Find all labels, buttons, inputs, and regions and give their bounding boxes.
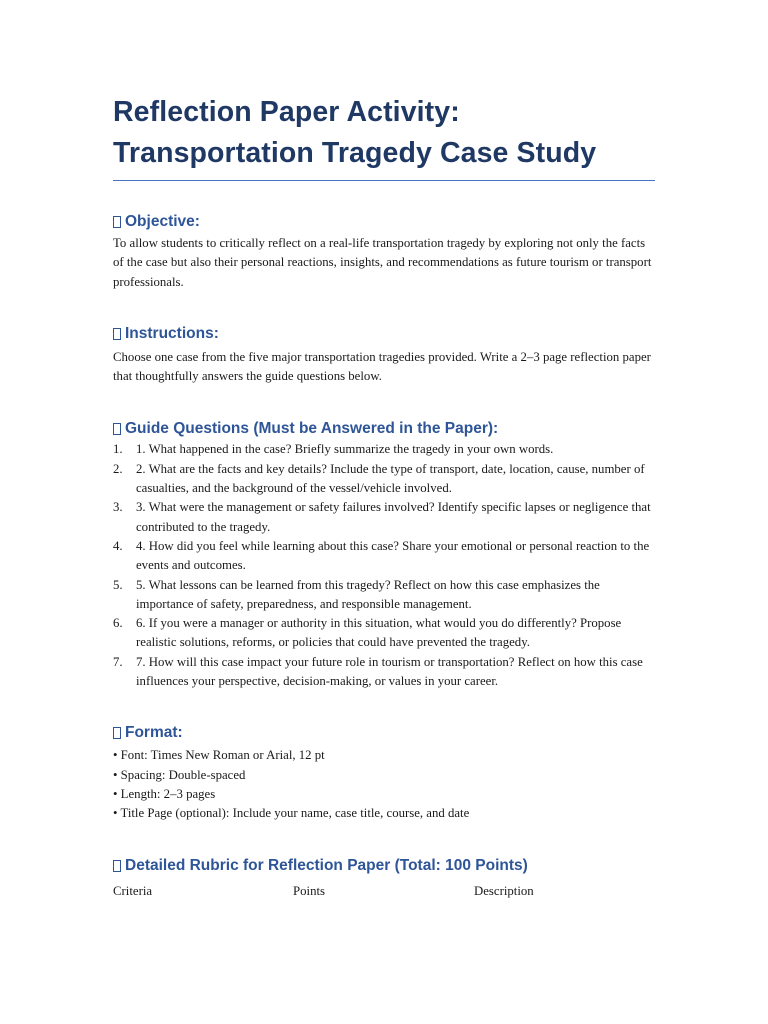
format-item-spacing: • Spacing: Double-spaced xyxy=(113,767,246,782)
rubric-column-points: Points xyxy=(293,883,326,898)
instructions-heading xyxy=(113,323,655,345)
list-item-number: 5. xyxy=(113,577,123,592)
list-item xyxy=(113,440,655,459)
format-item-length: • Length: 2–3 pages xyxy=(113,786,216,801)
document-page xyxy=(113,92,655,901)
list-item-text: 3. What were the management or safety failures involved? Identify specific lapses or negligence that contributed to the tragedy. xyxy=(136,500,651,534)
list-item-number: 6. xyxy=(113,616,123,631)
title-line-2: Transportation Tragedy Case Study xyxy=(113,137,597,169)
list-item xyxy=(113,498,655,537)
list-item-text: 1. What happened in the case? Briefly summarize the tragedy in your own words. xyxy=(136,442,554,457)
list-item-number: 2. xyxy=(113,461,123,476)
list-item xyxy=(113,576,655,615)
instructions-body: Choose one case from the five major transportation tragedies provided. Write a 2–3 page reflection paper that thoughtfully answers the guide questions below. xyxy=(113,349,651,384)
format-item-title-page: • Title Page (optional): Include your name, case title, course, and date xyxy=(113,806,470,821)
title-underline xyxy=(113,180,655,181)
list-item xyxy=(113,614,655,653)
format-item-font: • Font: Times New Roman or Arial, 12 pt xyxy=(113,748,325,763)
list-item-number: 7. xyxy=(113,654,123,669)
rubric-heading-text: Detailed Rubric for Reflection Paper (Total: 100 Points) xyxy=(125,856,528,874)
list-item xyxy=(113,460,655,499)
format-heading-text: Format: xyxy=(125,724,183,742)
missing-glyph-icon xyxy=(113,860,121,872)
list-item xyxy=(113,653,655,692)
list-item-text: 5. What lessons can be learned from this tragedy? Reflect on how this case emphasizes the importance of safety, preparedness, and responsible management. xyxy=(136,577,600,611)
format-heading xyxy=(113,722,655,744)
objective-heading xyxy=(113,211,655,233)
title-line-1: Reflection Paper Activity: xyxy=(113,96,460,128)
list-item-text: 4. How did you feel while learning about this case? Share your emotional or personal reaction to the events and outcomes. xyxy=(136,538,650,573)
list-item-text: 7. How will this case impact your future role in tourism or transportation? Reflect on how this case influences your perspective, decision-making, or values in your career. xyxy=(136,654,643,689)
missing-glyph-icon xyxy=(113,216,121,228)
rubric-table-header xyxy=(113,882,655,901)
missing-glyph-icon xyxy=(113,423,121,435)
rubric-column-description: Description xyxy=(474,883,534,898)
objective-body: To allow students to critically reflect on a real-life transportation tragedy by exploring not only the facts of the case but also their personal reactions, insights, and recommendations as future tourism or transport professionals. xyxy=(113,236,652,289)
list-item-number: 4. xyxy=(113,538,123,553)
format-list xyxy=(113,746,655,823)
instructions-heading-text: Instructions: xyxy=(125,324,219,342)
list-item-number: 1. xyxy=(113,442,123,457)
list-item-text: 6. If you were a manager or authority in this situation, what would you do differently? Propose realistic solutions, reforms, or policies that could have prevented the tragedy. xyxy=(136,616,622,650)
missing-glyph-icon xyxy=(113,328,121,340)
document-title xyxy=(113,92,655,174)
guide-questions-list xyxy=(113,440,655,691)
guide-questions-heading-text: Guide Questions (Must be Answered in the Paper): xyxy=(125,420,499,438)
rubric-column-criteria: Criteria xyxy=(113,883,153,898)
list-item-text: 2. What are the facts and key details? Include the type of transport, date, location, cause, number of casualties, and the background of the vessel/vehicle involved. xyxy=(136,461,645,496)
missing-glyph-icon xyxy=(113,727,121,739)
rubric-heading xyxy=(113,855,655,877)
guide-questions-heading xyxy=(113,418,655,440)
list-item xyxy=(113,537,655,576)
list-item-number: 3. xyxy=(113,500,123,515)
objective-heading-text: Objective: xyxy=(125,213,200,230)
